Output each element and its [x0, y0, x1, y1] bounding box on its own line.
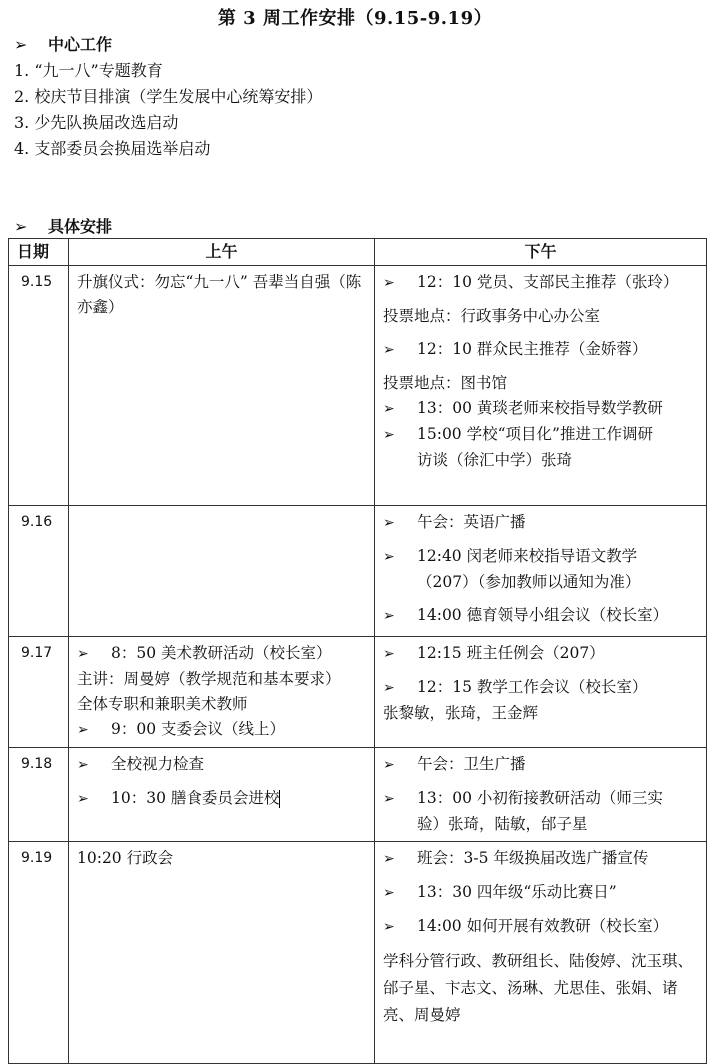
list-item: 3. 少先队换届改选启动 [14, 113, 179, 132]
afternoon-item: ➢ 13：00 黄琰老师来校指导数学教研 [383, 396, 700, 422]
table-row [9, 266, 707, 506]
afternoon-item-continuation: 访谈（徐汇中学）张琦 [417, 451, 573, 469]
afternoon-item: ➢ 12：10 群众民主推荐（金娇蓉） [383, 337, 700, 363]
afternoon-item: ➢ 12：15 教学工作会议（校长室） [383, 675, 700, 701]
list-item: 2. 校庆节目排演（学生发展中心统筹安排） [14, 87, 323, 106]
arrow-bullet-icon: ➢ [14, 35, 28, 54]
afternoon-item: ➢ 班会：3-5 年级换届改选广播宣传 [383, 846, 700, 872]
date-cell: 9.16 [9, 506, 69, 637]
afternoon-cell [375, 637, 707, 748]
afternoon-cell [375, 842, 707, 1064]
table-row [9, 842, 707, 1064]
central-work-heading [14, 32, 112, 55]
schedule-heading-label: 具体安排 [48, 217, 113, 236]
morning-cell [69, 842, 375, 1064]
morning-item: ➢ 8：50 美术教研活动（校长室） [77, 641, 368, 667]
afternoon-note: 学科分管行政、教研组长、陆俊婷、沈玉琪、邰子星、卞志文、汤琳、尤思佳、张娟、诸亮、周曼婷 [383, 952, 694, 1024]
page-title: 第 3 周工作安排（9.15-9.19） [217, 8, 493, 29]
morning-cell [69, 506, 375, 637]
morning-item: 升旗仪式：勿忘“九一八” 吾辈当自强（陈亦鑫） [77, 273, 362, 316]
afternoon-item: ➢ 12：10 党员、支部民主推荐（张玲） [383, 270, 700, 296]
table-row [9, 748, 707, 842]
afternoon-item-continuation: 验）张琦，陆敏，邰子星 [417, 815, 588, 833]
afternoon-item: ➢ 13：30 四年级“乐动比赛日” [383, 880, 700, 906]
afternoon-item: ➢ 13：00 小初衔接教研活动（师三实 [383, 786, 700, 812]
schedule-heading [14, 214, 112, 237]
afternoon-item: ➢ 15:00 学校“项目化”推进工作调研 [383, 422, 700, 448]
text-cursor [279, 790, 280, 808]
afternoon-item: ➢ 14:00 德育领导小组会议（校长室） [383, 603, 700, 629]
afternoon-cell [375, 506, 707, 637]
morning-note: 主讲：周曼婷（教学规范和基本要求） [77, 670, 341, 688]
afternoon-cell [375, 266, 707, 506]
afternoon-item: ➢ 午会：英语广播 [383, 510, 700, 536]
date-cell: 9.18 [9, 748, 69, 842]
date-cell: 9.19 [9, 842, 69, 1064]
morning-item: 10:20 行政会 [77, 849, 174, 867]
list-item: 4. 支部委员会换届选举启动 [14, 139, 211, 158]
central-work-heading-label: 中心工作 [48, 35, 113, 54]
afternoon-item: ➢ 14:00 如何开展有效教研（校长室） [383, 914, 700, 940]
list-item: 1. “九一八”专题教育 [14, 61, 163, 80]
morning-cell [69, 637, 375, 748]
morning-item: ➢ 全校视力检查 [77, 752, 368, 778]
table-row [9, 637, 707, 748]
afternoon-cell [375, 748, 707, 842]
morning-item: ➢ 9：00 支委会议（线上） [77, 717, 368, 743]
date-cell: 9.15 [9, 266, 69, 506]
column-header-date: 日期 [9, 239, 69, 266]
morning-item [77, 786, 368, 812]
schedule-table [8, 238, 707, 1064]
table-header-row [9, 239, 707, 266]
date-cell: 9.17 [9, 637, 69, 748]
afternoon-item-continuation: （207）（参加教师以通知为准） [417, 573, 641, 591]
afternoon-note: 投票地点：行政事务中心办公室 [383, 307, 601, 325]
afternoon-item: ➢ 12:15 班主任例会（207） [383, 641, 700, 667]
central-work-list [14, 58, 322, 162]
morning-item-text: 10：30 膳食委员会进校 [111, 789, 280, 807]
morning-cell [69, 748, 375, 842]
afternoon-item: ➢ 午会：卫生广播 [383, 752, 700, 778]
table-row [9, 506, 707, 637]
afternoon-note: 张黎敏，张琦，王金辉 [383, 704, 539, 722]
arrow-bullet-icon: ➢ [14, 217, 28, 236]
column-header-afternoon: 下午 [375, 239, 707, 266]
column-header-morning: 上午 [69, 239, 375, 266]
morning-cell [69, 266, 375, 506]
afternoon-note: 投票地点：图书馆 [383, 374, 508, 392]
morning-note: 全体专职和兼职美术教师 [77, 695, 248, 713]
afternoon-item: ➢ 12:40 闵老师来校指导语文教学 [383, 544, 700, 570]
